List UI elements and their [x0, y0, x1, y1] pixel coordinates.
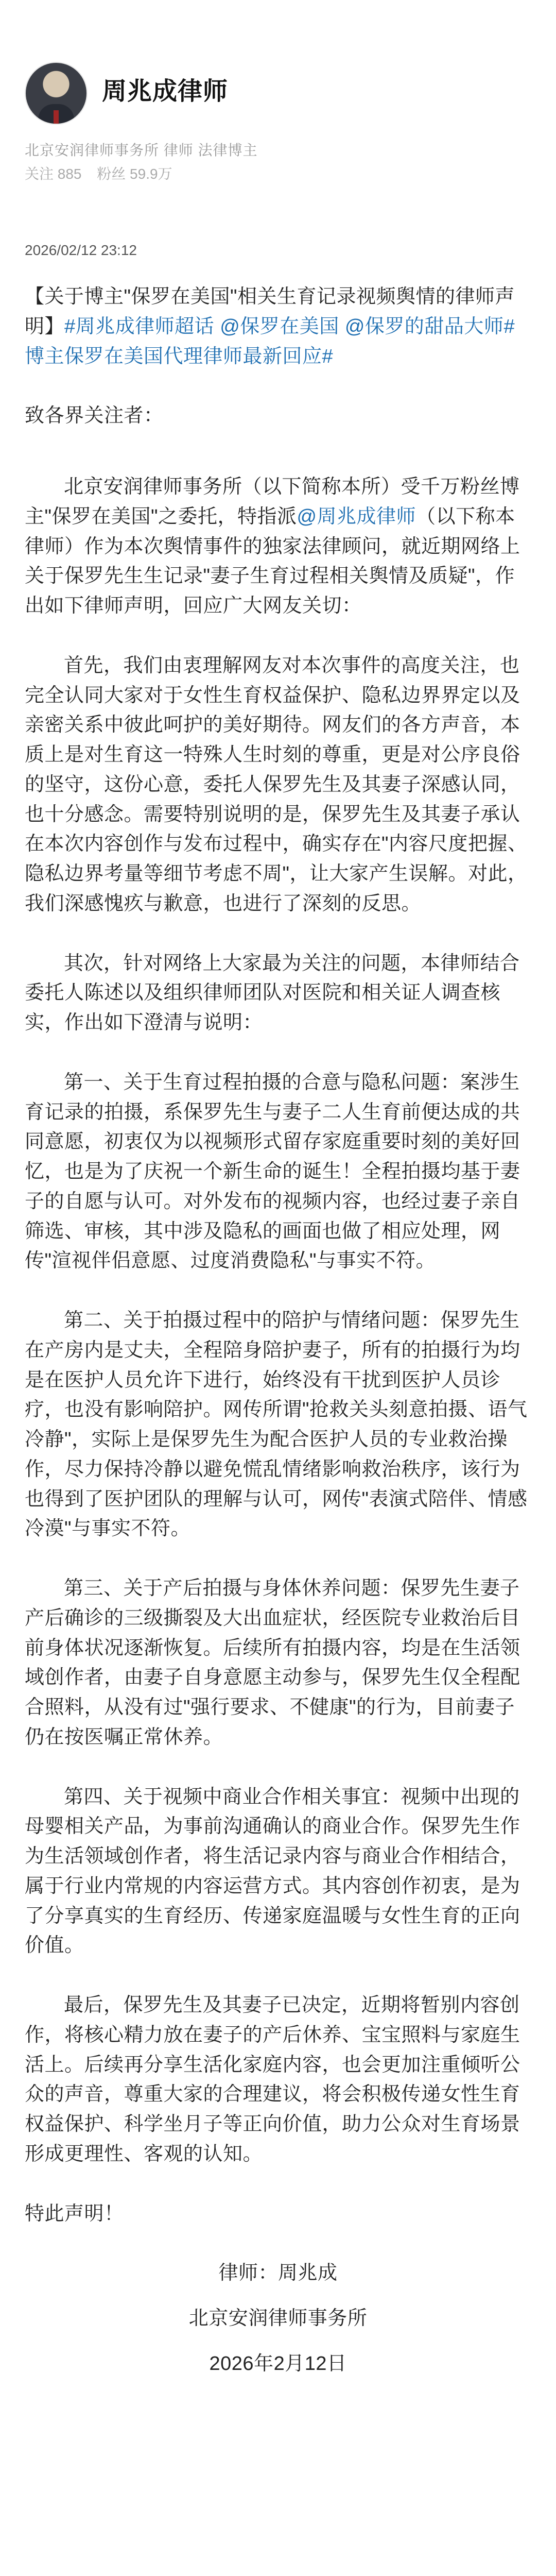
follower-count[interactable]: 粉丝 59.9万 — [97, 166, 172, 182]
following-count[interactable]: 关注 885 — [25, 166, 82, 182]
intro-tail: （以下称本律师）作为本次舆情事件的独家法律顾问，就近期网络上关于保罗先生生记录"妻子生育过程相关舆情及质疑"，作出如下律师声明，回应广大网友关切： — [25, 505, 520, 617]
mention-lawyer[interactable]: @周兆成律师 — [297, 505, 416, 528]
signature-lawyer: 律师：周兆成 — [218, 2262, 338, 2284]
paragraph-item-1: 第一、关于生育过程拍摄的合意与隐私问题：案涉生育记录的拍摄，系保罗先生与妻子二人生育前便达成的共同意愿，初衷仅为以视频形式留存家庭重要时刻的美好回忆，也是为了庆祝一个新生命的诞生！全程拍摄均基于妻子的自愿与认可。对外发布的视频内容，也经过妻子亲自筛选、审核，其中涉及隐私的画面也做了相应处理，网传"渲视伴侣意愿、过度消费隐私"与事实不符。 — [25, 1071, 520, 1272]
signature-firm: 北京安润律师事务所 — [188, 2308, 368, 2329]
avatar-tie — [54, 110, 59, 124]
hashtag-lawyer-topic[interactable]: #周兆成律师超话 — [64, 315, 215, 337]
author-avatar[interactable] — [25, 62, 88, 125]
paragraph-item-3: 第三、关于产后拍摄与身体休养问题：保罗先生妻子产后确诊的三级撕裂及大出血症状，经医院专业救治后目前身体状况逐渐恢复。后续所有拍摄内容，均是在生活领域创作者，由妻子自身意愿主动参与，保罗先生仅全程配合照料，从没有过"强行要求、不健康"的行为，目前妻子仍在按医嘱正常休养。 — [25, 1578, 520, 1748]
signature-date: 2026年2月12日 — [209, 2352, 347, 2375]
salutation: 致各界关注者： — [25, 405, 164, 427]
closing-statement: 特此声明！ — [25, 2202, 124, 2225]
paragraph-item-4: 第四、关于视频中商业合作相关事宜：视频中出现的母婴相关产品，为事前沟通确认的商业合作。保罗先生作为生活领域创作者，将生活记录内容与商业合作相结合，属于行业内常规的内容运营方式。其内容创作初衷，是为了分享真实的生育经历、传递家庭温暖与女性生育的正向价值。 — [25, 1786, 520, 1957]
mention-paul[interactable]: @保罗在美国 — [220, 315, 339, 337]
intro-text: 北京安润律师事务所（以下简称本所）受千万粉丝博主"保罗在美国"之委托，特指派 — [25, 476, 520, 528]
hashtag-latest-response[interactable]: #博主保罗在美国代理律师最新回应# — [25, 315, 515, 367]
author-verification: 北京安润律师事务所 律师 法律博主 — [25, 142, 258, 158]
mention-paul-dessert[interactable]: @保罗的甜品大师 — [344, 315, 504, 337]
author-name[interactable]: 周兆成律师 — [102, 78, 229, 105]
author-stats — [25, 163, 184, 183]
author-header — [25, 62, 531, 196]
intro-paragraph — [25, 472, 531, 621]
post-title: 【关于博主"保罗在美国"相关生育记录视频舆情的律师声明】 — [25, 286, 515, 337]
paragraph-final: 最后，保罗先生及其妻子已决定，近期将暂别内容创作，将核心精力放在妻子的产后休养、宝宝照料与家庭生活上。后续再分享生活化家庭内容，也会更加注重倾听公众的声音，尊重大家的合理建议，将会积极传递女性生育权益保护、科学坐月子等正向价值，助力公众对生育场景形成更理性、客观的认知。 — [25, 1994, 520, 2165]
post-date: 2026/02/12 23:12 — [25, 242, 137, 258]
paragraph-first: 首先，我们由衷理解网友对本次事件的高度关注，也完全认同大家对于女性生育权益保护、隐私边界界定以及亲密关系中彼此呵护的美好期待。网友们的各方声音，本质上是对生育这一特殊人生时刻的尊重，更是对公序良俗的坚守，这份心意，委托人保罗先生及其妻子深感认同，也十分感念。需要特别说明的是，保罗先生及其妻子承认在本次内容创作与发布过程中，确实存在"内容尺度把握、隐私边界考量等细节考虑不周"，让大家产生误解。对此，我们深感愧疚与歉意，也进行了深刻的反思。 — [25, 654, 528, 914]
paragraph-item-2: 第二、关于拍摄过程中的陪护与情绪问题：保罗先生在产房内是丈夫，全程陪身陪护妻子，所有的拍摄行为均是在医护人员允许下进行，始终没有干扰到医护人员诊疗，也没有影响陪护。网传所谓"抢救关头刻意拍摄、语气冷静"，实际上是保罗先生为配合医护人员的专业救治操作，尽力保持冷静以避免慌乱情绪影响救治秩序，该行为也得到了医护团队的理解与认可，网传"表演式陪伴、情感冷漠"与事实不符。 — [25, 1310, 528, 1540]
post-title-block — [25, 282, 531, 371]
paragraph-second: 其次，针对网络上大家最为关注的问题，本律师结合委托人陈述以及组织律师团队对医院和相关证人调查核实，作出如下澄清与说明： — [25, 952, 520, 1033]
post-content — [25, 282, 531, 2395]
